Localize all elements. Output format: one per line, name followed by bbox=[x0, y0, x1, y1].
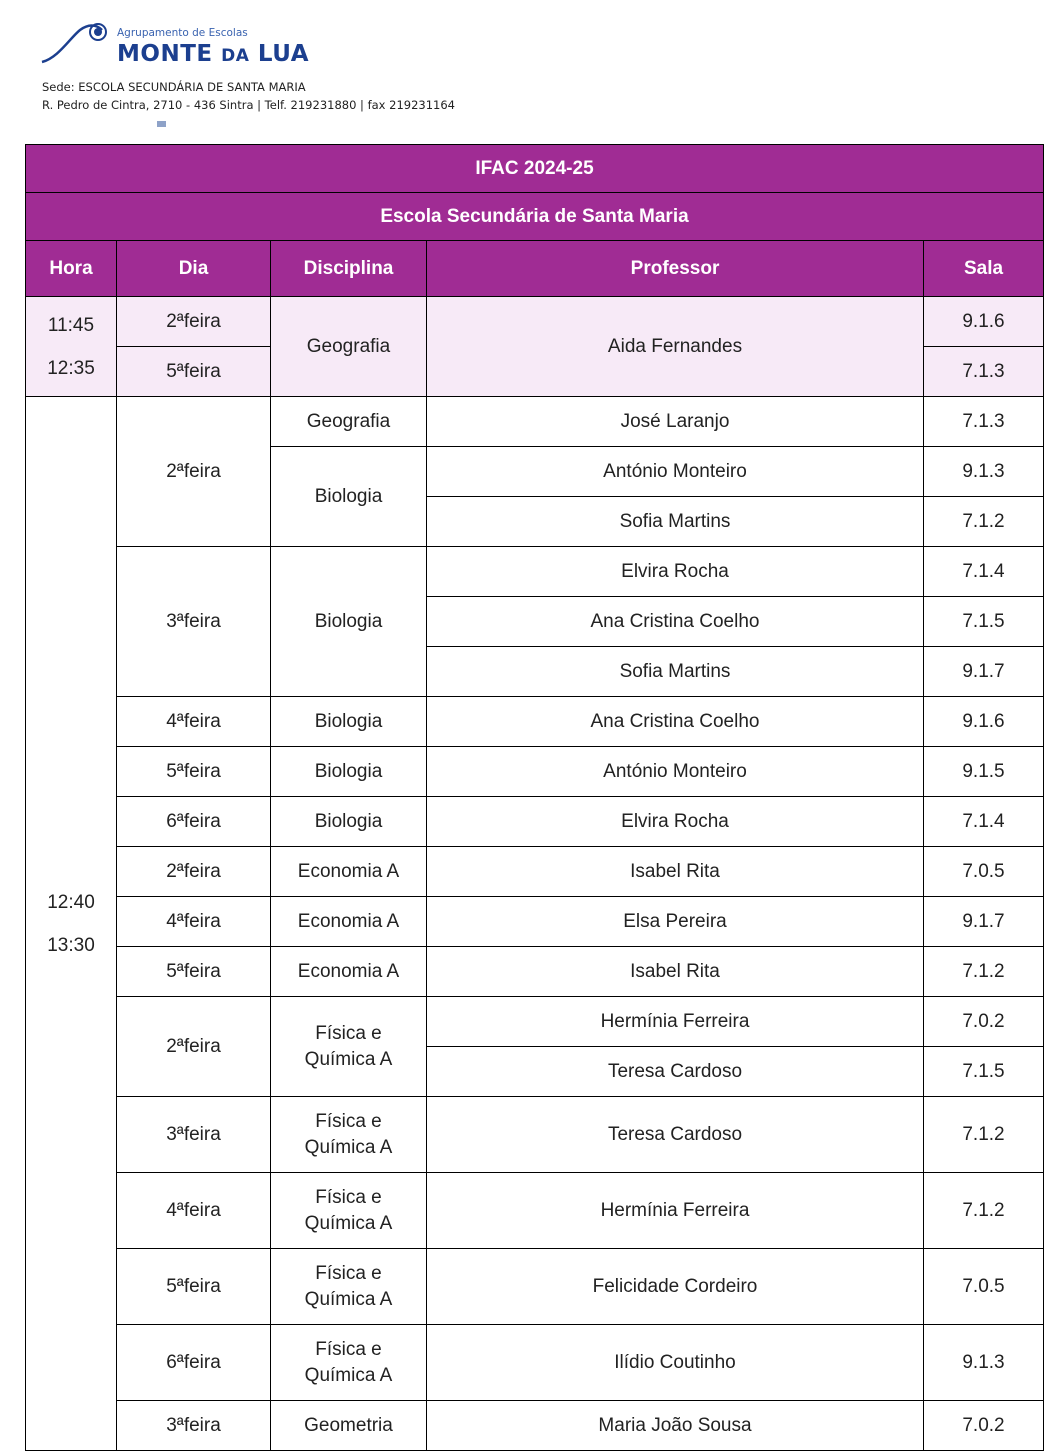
dia-cell: 3ªfeira bbox=[117, 1401, 271, 1451]
dia-cell: 4ªfeira bbox=[117, 1173, 271, 1249]
dia-cell: 5ªfeira bbox=[117, 947, 271, 997]
professor-cell: Teresa Cardoso bbox=[427, 1097, 924, 1173]
dia-cell: 2ªfeira bbox=[117, 847, 271, 897]
table-title: IFAC 2024-25 bbox=[26, 145, 1044, 193]
table-row bbox=[26, 397, 1044, 447]
sala-cell: 9.1.3 bbox=[924, 1325, 1044, 1401]
hora-cell: 11:45 12:35 bbox=[26, 297, 117, 397]
sala-cell: 7.0.2 bbox=[924, 997, 1044, 1047]
table-row bbox=[26, 697, 1044, 747]
school-logo-icon bbox=[40, 18, 120, 66]
professor-cell: António Monteiro bbox=[427, 447, 924, 497]
disciplina-cell: Física e Química A bbox=[271, 1249, 427, 1325]
sala-cell: 7.0.2 bbox=[924, 1401, 1044, 1451]
table-row bbox=[26, 897, 1044, 947]
table-row bbox=[26, 947, 1044, 997]
dia-cell: 2ªfeira bbox=[117, 297, 271, 347]
table-row bbox=[26, 847, 1044, 897]
professor-cell: Isabel Rita bbox=[427, 947, 924, 997]
table-row bbox=[26, 1249, 1044, 1325]
professor-cell: Sofia Martins bbox=[427, 497, 924, 547]
disciplina-cell: Biologia bbox=[271, 747, 427, 797]
disciplina-cell: Física e Química A bbox=[271, 1097, 427, 1173]
professor-cell: Elvira Rocha bbox=[427, 797, 924, 847]
sala-cell: 7.1.5 bbox=[924, 1047, 1044, 1097]
column-header-disciplina: Disciplina bbox=[271, 241, 427, 297]
dia-cell: 5ªfeira bbox=[117, 347, 271, 397]
professor-cell: José Laranjo bbox=[427, 397, 924, 447]
disciplina-cell: Economia A bbox=[271, 897, 427, 947]
disciplina-cell: Geografia bbox=[271, 397, 427, 447]
sala-cell: 9.1.5 bbox=[924, 747, 1044, 797]
hora-cell: 12:40 13:30 bbox=[26, 397, 117, 1451]
professor-cell: Elsa Pereira bbox=[427, 897, 924, 947]
sala-cell: 7.1.4 bbox=[924, 547, 1044, 597]
sala-cell: 7.1.5 bbox=[924, 597, 1044, 647]
schedule-table bbox=[25, 144, 1044, 1451]
disciplina-cell: Física e Química A bbox=[271, 997, 427, 1097]
sala-cell: 9.1.7 bbox=[924, 897, 1044, 947]
sala-cell: 9.1.6 bbox=[924, 297, 1044, 347]
table-row bbox=[26, 547, 1044, 597]
sala-cell: 7.1.3 bbox=[924, 347, 1044, 397]
disciplina-cell: Biologia bbox=[271, 797, 427, 847]
dia-cell: 3ªfeira bbox=[117, 547, 271, 697]
table-row bbox=[26, 1401, 1044, 1451]
professor-cell: Felicidade Cordeiro bbox=[427, 1249, 924, 1325]
disciplina-cell: Biologia bbox=[271, 547, 427, 697]
dia-cell: 5ªfeira bbox=[117, 1249, 271, 1325]
disciplina-cell: Geometria bbox=[271, 1401, 427, 1451]
professor-cell: Ana Cristina Coelho bbox=[427, 597, 924, 647]
column-header-professor: Professor bbox=[427, 241, 924, 297]
dia-cell: 2ªfeira bbox=[117, 997, 271, 1097]
dia-cell: 6ªfeira bbox=[117, 1325, 271, 1401]
table-row bbox=[26, 797, 1044, 847]
sala-cell: 7.1.2 bbox=[924, 947, 1044, 997]
sala-cell: 9.1.3 bbox=[924, 447, 1044, 497]
professor-cell: Hermínia Ferreira bbox=[427, 997, 924, 1047]
table-row bbox=[26, 1097, 1044, 1173]
disciplina-cell: Geografia bbox=[271, 297, 427, 397]
column-header-dia: Dia bbox=[117, 241, 271, 297]
sala-cell: 7.0.5 bbox=[924, 847, 1044, 897]
disciplina-cell: Economia A bbox=[271, 847, 427, 897]
professor-cell: Elvira Rocha bbox=[427, 547, 924, 597]
table-row bbox=[26, 1325, 1044, 1401]
dia-cell: 2ªfeira bbox=[117, 397, 271, 547]
page-header bbox=[0, 0, 1062, 140]
professor-cell: Teresa Cardoso bbox=[427, 1047, 924, 1097]
sala-cell: 7.1.4 bbox=[924, 797, 1044, 847]
disciplina-cell: Biologia bbox=[271, 447, 427, 547]
dia-cell: 6ªfeira bbox=[117, 797, 271, 847]
logo-title: MONTE DA LUA bbox=[117, 41, 310, 67]
professor-cell: António Monteiro bbox=[427, 747, 924, 797]
disciplina-cell: Biologia bbox=[271, 697, 427, 747]
dia-cell: 4ªfeira bbox=[117, 697, 271, 747]
dia-cell: 4ªfeira bbox=[117, 897, 271, 947]
small-marker bbox=[157, 121, 166, 127]
disciplina-cell: Física e Química A bbox=[271, 1325, 427, 1401]
address-text: R. Pedro de Cintra, 2710 - 436 Sintra | Telf. 219231880 | fax 219231164 bbox=[42, 98, 455, 112]
sala-cell: 7.1.2 bbox=[924, 1173, 1044, 1249]
professor-cell: Maria João Sousa bbox=[427, 1401, 924, 1451]
professor-cell: Sofia Martins bbox=[427, 647, 924, 697]
professor-cell: Aida Fernandes bbox=[427, 297, 924, 397]
table-row bbox=[26, 747, 1044, 797]
dia-cell: 5ªfeira bbox=[117, 747, 271, 797]
sala-cell: 7.1.2 bbox=[924, 497, 1044, 547]
table-row bbox=[26, 997, 1044, 1047]
table-subtitle: Escola Secundária de Santa Maria bbox=[26, 193, 1044, 241]
dia-cell: 3ªfeira bbox=[117, 1097, 271, 1173]
disciplina-cell: Física e Química A bbox=[271, 1173, 427, 1249]
professor-cell: Ana Cristina Coelho bbox=[427, 697, 924, 747]
sala-cell: 7.1.2 bbox=[924, 1097, 1044, 1173]
sala-cell: 9.1.7 bbox=[924, 647, 1044, 697]
table-row bbox=[26, 297, 1044, 347]
column-header-sala: Sala bbox=[924, 241, 1044, 297]
logo-subtitle: Agrupamento de Escolas bbox=[117, 27, 248, 39]
sala-cell: 7.1.3 bbox=[924, 397, 1044, 447]
disciplina-cell: Economia A bbox=[271, 947, 427, 997]
column-header-hora: Hora bbox=[26, 241, 117, 297]
table-row bbox=[26, 1173, 1044, 1249]
professor-cell: Hermínia Ferreira bbox=[427, 1173, 924, 1249]
professor-cell: Isabel Rita bbox=[427, 847, 924, 897]
sala-cell: 9.1.6 bbox=[924, 697, 1044, 747]
sala-cell: 7.0.5 bbox=[924, 1249, 1044, 1325]
professor-cell: Ilídio Coutinho bbox=[427, 1325, 924, 1401]
sede-text: Sede: ESCOLA SECUNDÁRIA DE SANTA MARIA bbox=[42, 80, 306, 94]
